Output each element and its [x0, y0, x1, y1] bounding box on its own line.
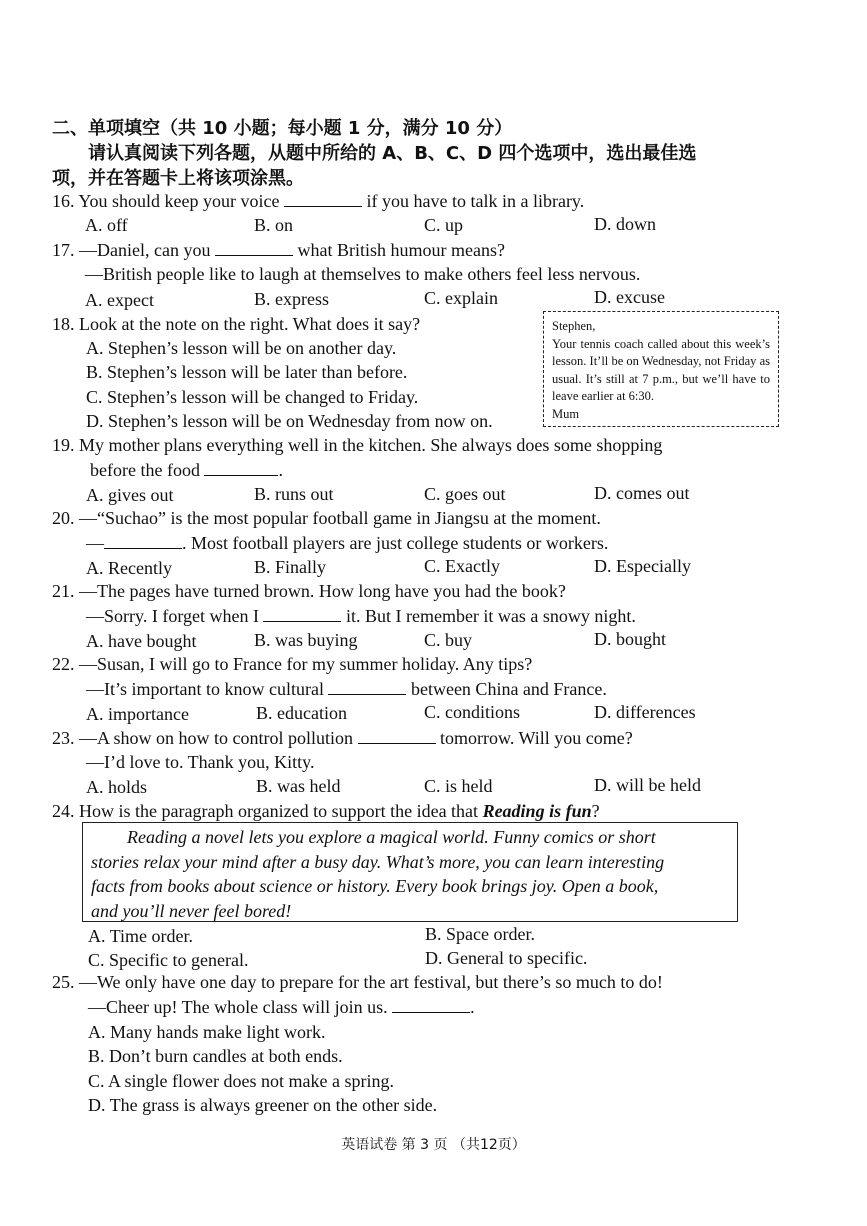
- question-20-option-a: A. Recently: [86, 558, 172, 578]
- reading-passage-box: [82, 822, 738, 922]
- question-19-stem-line2: before the food .: [90, 460, 283, 480]
- question-22-option-d: D. differences: [594, 702, 696, 722]
- answer-blank: [215, 241, 293, 256]
- question-20-option-c: C. Exactly: [424, 556, 500, 576]
- question-18-option-d: D. Stephen’s lesson will be on Wednesday from now on.: [86, 411, 493, 431]
- question-23-option-b: B. was held: [256, 776, 341, 796]
- question-17-option-c: C. explain: [424, 288, 498, 308]
- passage-line-3: facts from books about science or history. Every book brings joy. Open a book,: [91, 876, 659, 896]
- question-19-option-b: B. runs out: [254, 484, 334, 504]
- question-19-option-a: A. gives out: [86, 485, 174, 505]
- question-17-response: —British people like to laugh at themselves to make others feel less nervous.: [85, 264, 641, 284]
- question-21-option-d: D. bought: [594, 629, 666, 649]
- question-17-option-b: B. express: [254, 289, 329, 309]
- question-23-option-c: C. is held: [424, 776, 493, 796]
- question-22-option-a: A. importance: [86, 704, 189, 724]
- answer-blank: [392, 998, 470, 1013]
- question-22-stem: 22. —Susan, I will go to France for my summer holiday. Any tips?: [52, 654, 533, 674]
- question-22-stem-line2: —It’s important to know cultural between China and France.: [86, 679, 607, 699]
- question-17-option-d: D. excuse: [594, 287, 665, 307]
- question-19-option-d: D. comes out: [594, 483, 690, 503]
- section-heading: 二、单项填空（共 10 小题；每小题 1 分，满分 10 分）: [52, 118, 513, 139]
- question-24-option-d: D. General to specific.: [425, 948, 588, 968]
- section-instruction-line2: 项，并在答题卡上将该项涂黑。: [52, 168, 304, 189]
- answer-blank: [358, 729, 436, 744]
- question-16-option-b: B. on: [254, 215, 294, 235]
- note-body: Your tennis coach called about this week’s lesson. It’ll be on Wednesday, not Friday as usual. It’s still at 7 p.m., but we’ll have to leave earlier at 6:30.: [552, 336, 770, 403]
- question-25-stem-line2: —Cheer up! The whole class will join us. .: [88, 997, 475, 1017]
- note-signature: Mum: [552, 406, 580, 421]
- question-21-option-c: C. buy: [424, 630, 473, 650]
- answer-blank: [204, 461, 278, 476]
- question-19-option-c: C. goes out: [424, 484, 506, 504]
- question-25-stem: 25. —We only have one day to prepare for the art festival, but there’s so much to do!: [52, 972, 663, 992]
- question-16-option-d: D. down: [594, 214, 656, 234]
- answer-blank: [284, 192, 362, 207]
- question-20-option-d: D. Especially: [594, 556, 691, 576]
- passage-line-1: Reading a novel lets you explore a magical world. Funny comics or short: [127, 827, 656, 847]
- question-24-option-a: A. Time order.: [88, 926, 194, 946]
- question-23-option-a: A. holds: [86, 777, 148, 797]
- question-20-option-b: B. Finally: [254, 557, 327, 577]
- question-17-stem: 17. —Daniel, can you what British humour means?: [52, 240, 505, 260]
- question-25-option-a: A. Many hands make light work.: [88, 1022, 326, 1042]
- question-21-stem-line2: —Sorry. I forget when I it. But I remember it was a snowy night.: [86, 606, 636, 626]
- question-16-option-c: C. up: [424, 215, 464, 235]
- section-instruction-line1: 请认真阅读下列各题，从题中所给的 A、B、C、D 四个选项中，选出最佳选: [88, 143, 697, 164]
- question-24-stem: 24. How is the paragraph organized to support the idea that Reading is fun?: [52, 801, 600, 821]
- answer-blank: [328, 680, 406, 695]
- question-23-option-d: D. will be held: [594, 775, 701, 795]
- question-24-option-c: C. Specific to general.: [88, 950, 249, 970]
- answer-blank: [104, 534, 182, 549]
- question-16-stem: 16. You should keep your voice if you have to talk in a library.: [52, 191, 585, 211]
- question-21-option-b: B. was buying: [254, 630, 358, 650]
- emphasized-phrase: Reading is fun: [482, 801, 592, 821]
- question-22-option-b: B. education: [256, 703, 347, 723]
- question-18-option-b: B. Stephen’s lesson will be later than before.: [86, 362, 408, 382]
- passage-line-4: and you’ll never feel bored!: [91, 900, 292, 921]
- question-23-stem: 23. —A show on how to control pollution tomorrow. Will you come?: [52, 728, 633, 748]
- question-24-option-b: B. Space order.: [425, 924, 535, 944]
- passage-line-2: stories relax your mind after a busy day. What’s more, you can learn interesting: [91, 851, 665, 872]
- question-18-stem: 18. Look at the note on the right. What does it say?: [52, 314, 421, 334]
- answer-blank: [263, 607, 341, 622]
- question-25-option-b: B. Don’t burn candles at both ends.: [88, 1046, 343, 1066]
- page-footer: 英语试卷 第 3 页 （共12页）: [341, 1137, 526, 1153]
- question-25-option-c: C. A single flower does not make a spring.: [88, 1071, 394, 1091]
- question-21-option-a: A. have bought: [86, 631, 197, 651]
- question-18-option-a: A. Stephen’s lesson will be on another day.: [86, 338, 397, 358]
- question-25-option-d: D. The grass is always greener on the other side.: [88, 1095, 438, 1115]
- question-21-stem: 21. —The pages have turned brown. How long have you had the book?: [52, 581, 566, 601]
- question-20-stem: 20. —“Suchao” is the most popular football game in Jiangsu at the moment.: [52, 508, 601, 528]
- question-17-option-a: A. expect: [85, 290, 154, 310]
- question-23-response: —I’d love to. Thank you, Kitty.: [86, 752, 315, 772]
- note-box: [543, 311, 779, 427]
- question-number: 16.: [52, 191, 75, 211]
- note-greeting: Stephen,: [552, 319, 596, 333]
- question-16-option-a: A. off: [85, 215, 128, 235]
- question-20-stem-line2: — . Most football players are just college students or workers.: [86, 533, 609, 553]
- question-18-option-c: C. Stephen’s lesson will be changed to Friday.: [86, 387, 419, 407]
- question-22-option-c: C. conditions: [424, 702, 521, 722]
- question-19-stem: 19. My mother plans everything well in the kitchen. She always does some shopping: [52, 435, 663, 455]
